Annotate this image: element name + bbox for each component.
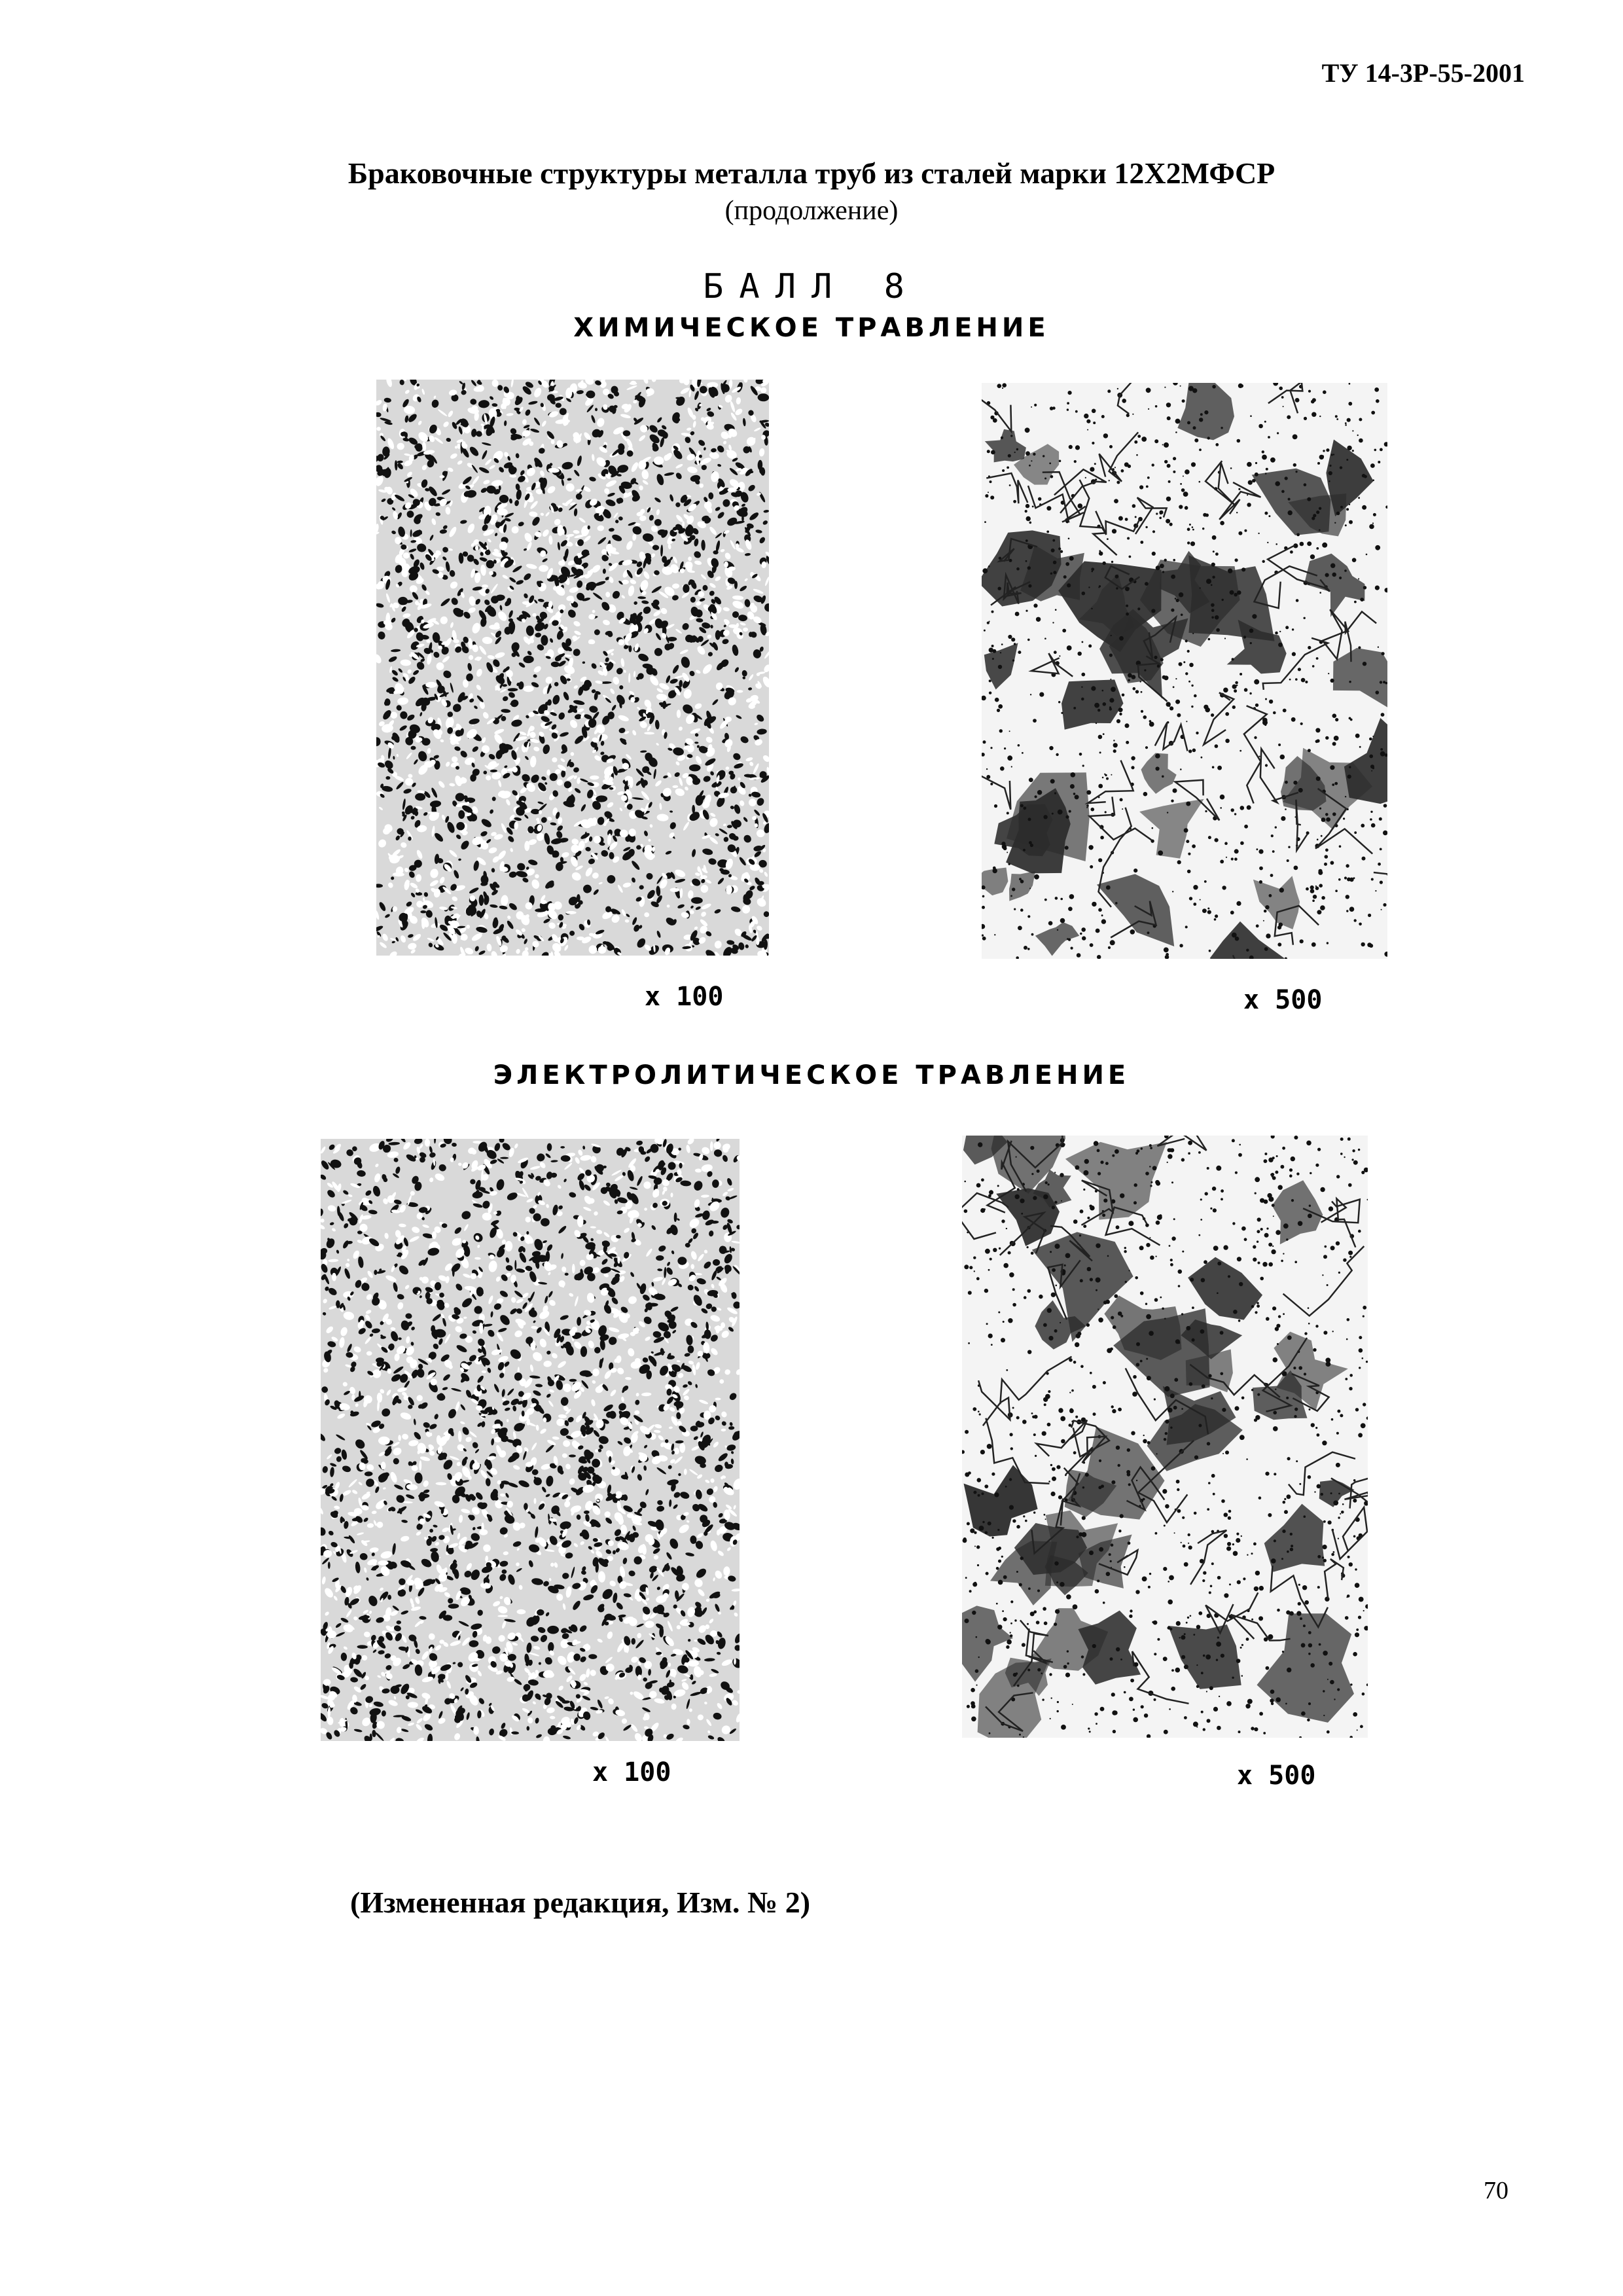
electrolytic-etching-x500-micrograph: [962, 1136, 1368, 1738]
magnification-label: x 500: [1237, 1761, 1316, 1791]
page-subtitle: (продолжение): [724, 196, 899, 226]
magnification-label: x 100: [645, 982, 724, 1012]
electrolytic-etching-x100-micrograph: [321, 1139, 740, 1741]
document-code: ТУ 14-3Р-55-2001: [1321, 58, 1525, 88]
chemical-etching-x500-micrograph: [982, 383, 1387, 959]
magnification-label: x 500: [1243, 985, 1323, 1015]
section-heading-chemical: ХИМИЧЕСКОЕ ТРАВЛЕНИЕ: [573, 313, 1050, 343]
page-number: 70: [1484, 2177, 1508, 2204]
chemical-etching-x100-micrograph: [376, 380, 769, 956]
revision-note: (Измененная редакция, Изм. № 2): [350, 1886, 811, 1919]
section-heading-electrolytic: ЭЛЕКТРОЛИТИЧЕСКОЕ ТРАВЛЕНИЕ: [493, 1060, 1130, 1090]
page-title: Браковочные структуры металла труб из сталей марки 12Х2МФСР: [348, 156, 1275, 190]
score-heading: БАЛЛ 8: [703, 267, 920, 306]
magnification-label: x 100: [592, 1757, 671, 1787]
